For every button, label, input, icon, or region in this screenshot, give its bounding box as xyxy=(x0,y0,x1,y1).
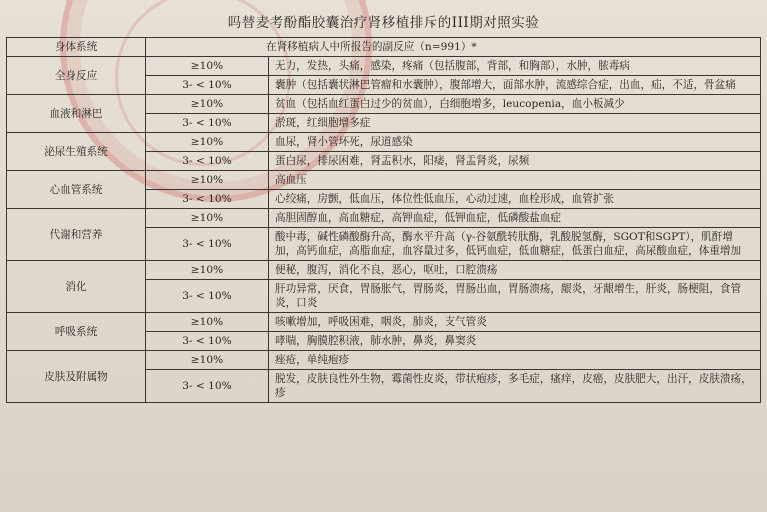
table-row xyxy=(7,133,761,152)
frequency-cell: 3- < 10% xyxy=(146,114,269,133)
events-cell: 血尿，肾小管坏死，尿道感染 xyxy=(269,133,761,152)
table-row xyxy=(7,171,761,190)
system-skin-appendages: 皮肤及附属物 xyxy=(7,351,146,403)
system-general: 全身反应 xyxy=(7,57,146,95)
frequency-cell: 3- < 10% xyxy=(146,228,269,261)
system-urogenital: 泌尿生殖系统 xyxy=(7,133,146,171)
system-blood-lymph: 血液和淋巴 xyxy=(7,95,146,133)
events-cell: 高血压 xyxy=(269,171,761,190)
frequency-cell: 3- < 10% xyxy=(146,190,269,209)
header-body-system: 身体系统 xyxy=(7,38,146,57)
events-cell: 心绞痛，房颤，低血压，体位性低血压，心动过速，血栓形成，血管扩张 xyxy=(269,190,761,209)
system-respiratory: 呼吸系统 xyxy=(7,313,146,351)
frequency-cell: ≥10% xyxy=(146,261,269,280)
frequency-cell: ≥10% xyxy=(146,209,269,228)
system-digestive: 消化 xyxy=(7,261,146,313)
events-cell: 淤斑，红细胞增多症 xyxy=(269,114,761,133)
frequency-cell: 3- < 10% xyxy=(146,332,269,351)
table-row xyxy=(7,95,761,114)
table-row xyxy=(7,209,761,228)
system-cardiovascular: 心血管系统 xyxy=(7,171,146,209)
page-title: 吗替麦考酚酯胶囊治疗肾移植排斥的III期对照实验 xyxy=(227,15,540,31)
events-cell: 哮喘，胸膜腔积液，肺水肿，鼻炎，鼻窦炎 xyxy=(269,332,761,351)
frequency-cell: ≥10% xyxy=(146,351,269,370)
table-row xyxy=(7,313,761,332)
events-cell: 痤疮，单纯疱疹 xyxy=(269,351,761,370)
adverse-reactions-table xyxy=(6,37,761,403)
frequency-cell: 3- < 10% xyxy=(146,76,269,95)
events-cell: 贫血（包括血红蛋白过少的贫血），白细胞增多，leucopenia，血小板减少 xyxy=(269,95,761,114)
frequency-cell: 3- < 10% xyxy=(146,370,269,403)
events-cell: 蛋白尿，排尿困难，肾盂积水，阳痿，肾盂肾炎，尿频 xyxy=(269,152,761,171)
frequency-cell: ≥10% xyxy=(146,133,269,152)
frequency-cell: ≥10% xyxy=(146,171,269,190)
events-cell: 囊肿（包括囊状淋巴管瘤和水囊肿），腹部增大，面部水肿，流感综合症，出血，疝，不适，骨盆痛 xyxy=(269,76,761,95)
events-cell: 咳嗽增加，呼吸困难，咽炎，肺炎，支气管炎 xyxy=(269,313,761,332)
table-header-row xyxy=(7,38,761,57)
table-row xyxy=(7,261,761,280)
frequency-cell: ≥10% xyxy=(146,95,269,114)
events-cell: 肝功异常，厌食，胃肠胀气，胃肠炎，胃肠出血，胃肠溃疡，龈炎，牙龈增生，肝炎，肠梗阻，食管炎，口炎 xyxy=(269,280,761,313)
table-row xyxy=(7,57,761,76)
events-cell: 酸中毒，碱性磷酸酶升高，酶水平升高（γ-谷氨酰转肽酶，乳酸脱氢酶，SGOT和SGPT），肌酐增加，高钙血症，高脂血症，血容量过多，低钙血症，低血糖症，低蛋白血症，高尿酸血症，体重增加 xyxy=(269,228,761,261)
events-cell: 脱发，皮肤良性外生物，霉菌性皮炎，带状疱疹，多毛症，瘙痒，皮癌，皮肤肥大，出汗，皮肤溃疡，疹 xyxy=(269,370,761,403)
frequency-cell: ≥10% xyxy=(146,57,269,76)
frequency-cell: 3- < 10% xyxy=(146,280,269,313)
frequency-cell: ≥10% xyxy=(146,313,269,332)
header-adverse-events: 在肾移植病人中所报告的副反应（n=991）* xyxy=(146,38,761,57)
frequency-cell: 3- < 10% xyxy=(146,152,269,171)
events-cell: 便秘，腹泻，消化不良，恶心，呕吐，口腔溃疡 xyxy=(269,261,761,280)
events-cell: 高胆固醇血，高血糖症，高钾血症，低钾血症，低磷酸盐血症 xyxy=(269,209,761,228)
events-cell: 无力，发热，头痛，感染，疼痛（包括腹部，背部，和胸部），水肿，脓毒病 xyxy=(269,57,761,76)
table-row xyxy=(7,351,761,370)
system-metabolic-nutritional: 代谢和营养 xyxy=(7,209,146,261)
